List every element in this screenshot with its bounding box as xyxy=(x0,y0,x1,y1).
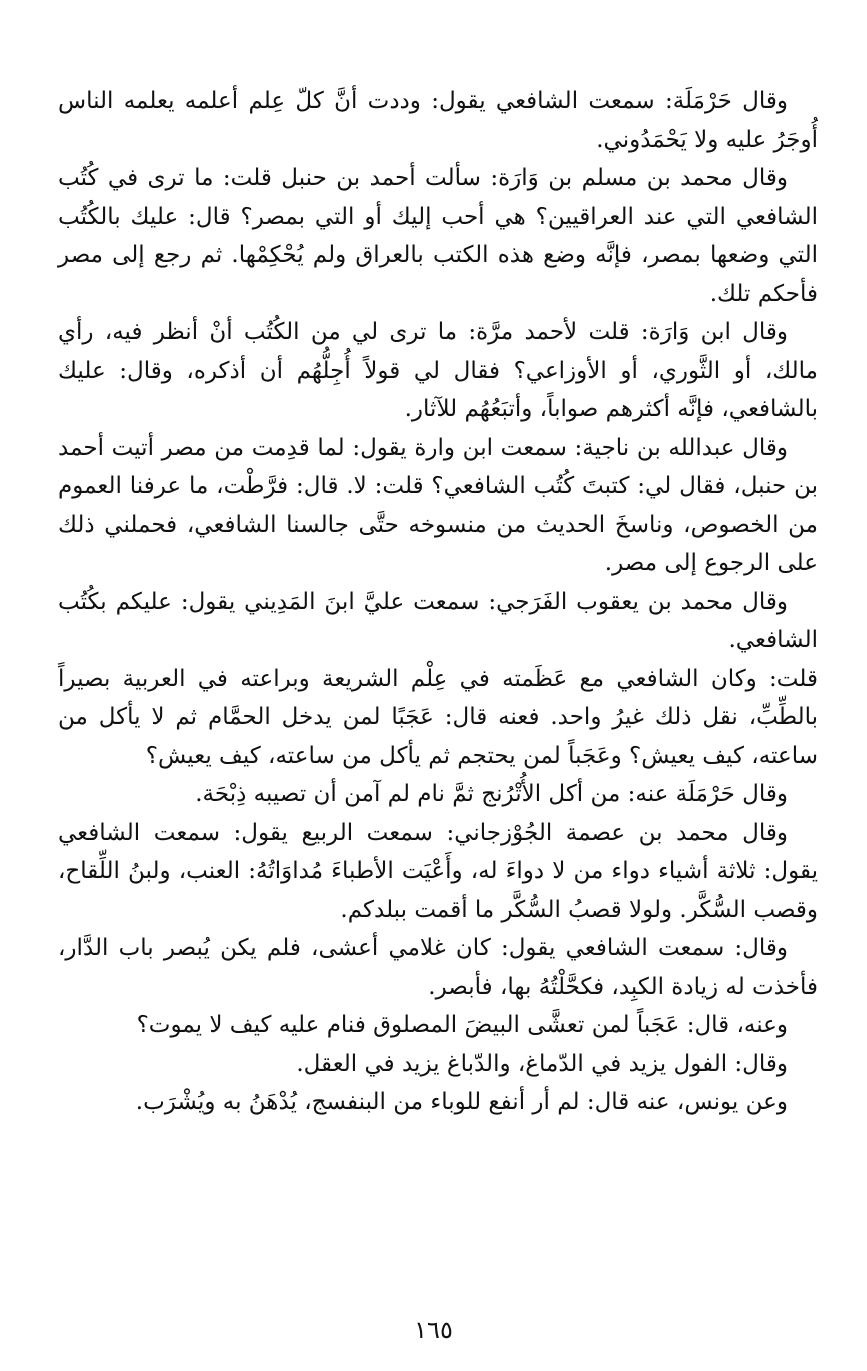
paragraph-violet: وعن يونس، عنه قال: لم أر أنفع للوباء من البنفسج، يُدْهَنُ به ويُشْرَب. xyxy=(135,1089,788,1115)
paragraph-al-juzjani: وقال محمد بن عصمة الجُوْزجاني: سمعت الربيع يقول: سمعت الشافعي يقول: ثلاثة أشياء دواء من لا دواءَ له، وأَعْيَت الأطباءَ مُداوَاتُهُ: العنب، ولبنُ اللِّقاح، وقصب السُّكَّر. ولولا قصبُ السُّكَّر ما أقمت ببلدكم. xyxy=(58,819,818,923)
paragraph-author-note: قلت: وكان الشافعي مع عَظَمته في عِلْم الشريعة وبراعته في العربية بصيراً بالطِّبِّ، نقل ذلك غيرُ واحد. فعنه قال: عَجَبًا لمن يدخل الحمَّام ثم لا يأكل من ساعته، كيف يعيش؟ وعَجَباً لمن يحتجم ثم يأكل من ساعته، كيف يعيش؟ xyxy=(58,665,818,769)
paragraph-utrunj: وقال حَرْمَلَة عنه: من أكل الأُتْرُنج ثمَّ نام لم آمن أن تصيبه ذِبْحَة. xyxy=(195,781,788,807)
paragraph-ibn-wara-1: وقال محمد بن مسلم بن وَارَة: سألت أحمد بن حنبل قلت: ما ترى في كُتُب الشافعي التي عند العراقيين؟ هي أحب إليك أو التي بمصر؟ قال: عليك بالكُتُب التي وضعها بمصر، فإنَّه وضع هذه الكتب بالعراق ولم يُحْكِمْها. ثم رجع إلى مصر فأحكم تلك. xyxy=(58,165,818,307)
paragraph-al-faraji: وقال محمد بن يعقوب الفَرَجي: سمعت عليَّ ابنَ المَدِيني يقول: عليكم بكُتُب الشافعي. xyxy=(58,588,818,653)
paragraph-ghulam: وقال: سمعت الشافعي يقول: كان غلامي أعشى، فلم يكن يُبصر باب الدَّار، فأخذت له زيادة الكبِد، فكحَّلْتُهُ بها، فأبصر. xyxy=(58,935,818,1000)
paragraph-abdullah-ibn-najiya: وقال عبدالله بن ناجية: سمعت ابن وارة يقول: لما قدِمت من مصر أتيت أحمد بن حنبل، فقال لي: كتبتَ كُتُب الشافعي؟ قلت: لا. قال: فرَّطْت، ما عرفنا العموم من الخصوص، وناسخَ الحديث من منسوخه حتَّى جالسنا الشافعي، فحملني ذلك على الرجوع إلى مصر. xyxy=(58,434,818,576)
page-number: ١٦٥ xyxy=(414,1316,453,1344)
page-body-text xyxy=(58,82,818,1122)
paragraph-harmala: وقال حَرْمَلَة: سمعت الشافعي يقول: وددت أنَّ كلّ عِلم أعلمه يعلمه الناس أُوجَرُ عليه ولا يَحْمَدُوني. xyxy=(58,88,818,153)
paragraph-ibn-wara-2: وقال ابن وَارَة: قلت لأحمد مرَّة: ما ترى لي من الكُتُب أنْ أنظر فيه، رأي مالك، أو الثَّوري، أو الأوزاعي؟ فقال لي قولاً أُجِلُّهُم أن أذكره، وقال: عليك بالشافعي، فإنَّه أكثرهم صواباً، وأتبَعُهُم للآثار. xyxy=(58,319,818,422)
paragraph-eggs: وعنه، قال: عَجَباً لمن تعشَّى البيضَ المصلوق فنام عليه كيف لا يموت؟ xyxy=(136,1012,788,1038)
paragraph-beans: وقال: الفول يزيد في الدّماغ، والدّباغ يزيد في العقل. xyxy=(296,1050,788,1077)
